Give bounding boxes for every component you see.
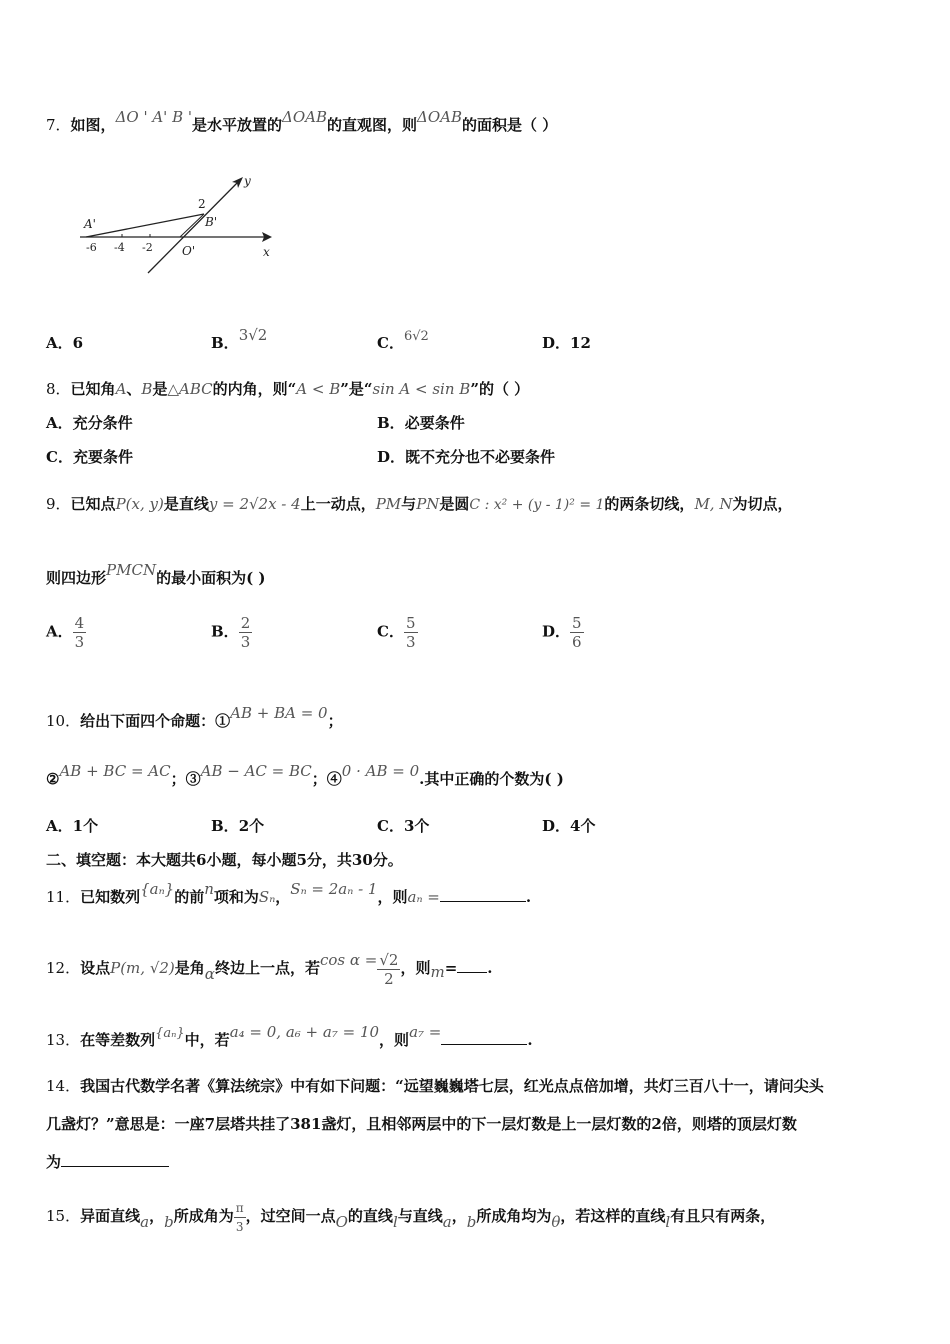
question-10-line-2: ②AB + BC = AC；③AB − AC = BC；④0 · AB = 0.其中正确的个数为( ) (46, 762, 564, 788)
tick-label-2: 2 (198, 197, 206, 211)
y-axis-label: y (244, 174, 251, 188)
q13-answer-blank[interactable] (441, 1030, 527, 1045)
q8-option-d[interactable]: D．既不充分也不必要条件 (377, 448, 556, 466)
question-12: 12．设点P(m, √2)是角α终边上一点，若cos α = $\frac{√2}{2}$ ，则m= . (46, 950, 493, 988)
oblique-view-figure (72, 168, 282, 278)
x-axis-label: x (263, 245, 270, 259)
q8-option-b[interactable]: B．必要条件 (377, 414, 465, 432)
q12-answer-blank[interactable] (457, 958, 487, 973)
point-b-label: B' (205, 215, 218, 229)
tick-label-neg6: -6 (86, 241, 97, 254)
question-9-line-2: 则四边形PMCN的最小面积为( ) (46, 561, 266, 587)
tick-label-neg2: -2 (142, 241, 153, 254)
q8-option-c[interactable]: C．充要条件 (46, 448, 133, 466)
q7-option-d[interactable]: D．12 (542, 334, 591, 352)
q11-answer-blank[interactable] (440, 887, 526, 902)
question-14-line-2: 几盏灯？”意思是：一座7层塔共挂了381盏灯，且相邻两层中的下一层灯数是上一层灯数的2倍，则塔的顶层灯数 (46, 1115, 797, 1133)
question-14-line-3: 为 (46, 1151, 169, 1173)
q9-option-c[interactable]: C． $\frac{5}{3}$ (377, 614, 416, 651)
q9-option-a[interactable]: A． $\frac{4}{3}$ (46, 614, 85, 651)
question-11: 11．已知数列{aₙ}的前n项和为Sₙ，Sₙ = 2aₙ - 1，则aₙ = . (46, 880, 532, 906)
tick-label-neg4: -4 (114, 241, 125, 254)
section-2-heading: 二、填空题：本大题共6小题，每小题5分，共30分。 (46, 851, 403, 869)
question-14-line-1: 14．我国古代数学名著《算法统宗》中有如下问题：“远望巍巍塔七层，红光点点倍加增，共灯三百八十一，请问尖头 (46, 1077, 824, 1095)
q9-option-b[interactable]: B． $\frac{2}{3}$ (211, 614, 251, 651)
q10-option-c[interactable]: C．3个 (377, 817, 430, 835)
q8-option-a[interactable]: A．充分条件 (46, 414, 133, 432)
q10-option-b[interactable]: B．2个 (211, 817, 265, 835)
q10-option-d[interactable]: D．4个 (542, 817, 596, 835)
q10-option-a[interactable]: A．1个 (46, 817, 99, 835)
q7-option-a[interactable]: A．6 (46, 334, 84, 352)
question-9-line-1: 9．已知点P(x, y)是直线y = 2√2x - 4上一动点，PM与PN是圆C : x² + (y - 1)² = 1的两条切线，M, N为切点， (46, 495, 793, 513)
point-a-label: A' (84, 217, 96, 231)
q7-option-b[interactable]: B．3√2 (211, 326, 268, 352)
question-13: 13．在等差数列{aₙ}中，若a₄ = 0, a₆ + a₇ = 10，则a₇ = . (46, 1023, 533, 1049)
question-7: 7．如图，ΔO ' A' B '是水平放置的ΔOAB的直观图，则ΔOAB的面积是（ ） (46, 108, 558, 134)
q9-option-d[interactable]: D． $\frac{5}{6}$ (542, 614, 582, 651)
origin-label: O' (182, 244, 196, 258)
question-8: 8．已知角A、B是△ABC的内角，则“A < B”是“sin A < sin B”的（ ） (46, 380, 530, 398)
question-10-line-1: 10．给出下面四个命题：①AB + BA = 0； (46, 704, 343, 730)
question-15: 15．异面直线a，b所成角为 $\frac{\pi}{3}$ ，过空间一点O的直线l与直线a，b所成角均为θ，若这样的直线l有且只有两条， (46, 1200, 776, 1234)
q14-answer-blank[interactable] (61, 1152, 169, 1167)
q7-option-c[interactable]: C．6√2 (377, 329, 429, 352)
